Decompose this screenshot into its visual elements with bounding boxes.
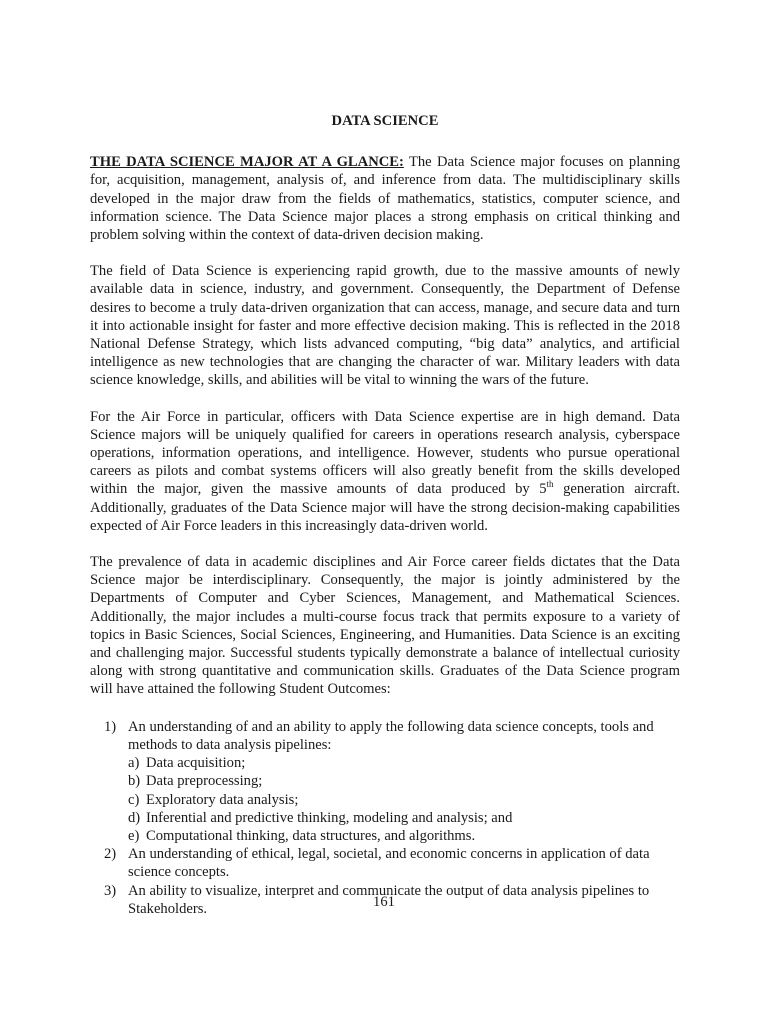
outcome-item — [104, 718, 680, 845]
outcome-number: 2) — [104, 846, 117, 863]
interdisciplinary-paragraph: The prevalence of data in academic disciplines and Air Force career fields dictates that the Data Science major be interdisciplinary. Consequently, the major is jointly administered by the Departments of Computer and Cyber Sciences, Management, and Mathematical Sciences. Additionally, the major includes a multi-course focus track that permits exposure to a variety of topics in Basic Sciences, Social Sciences, Engineering, and Humanities. Data Science is an exciting and challenging major. Successful students typically demonstrate a balance of intellectual curiosity along with strong quantitative and communication skills. Graduates of the Data Science program will have attained the following Student Outcomes: — [90, 554, 680, 698]
outcome-text: An understanding of ethical, legal, societal, and economic concerns in application of data science concepts. — [128, 846, 650, 881]
outcome-sublist — [128, 754, 680, 845]
page-content — [90, 112, 680, 918]
sub-item-letter: c) — [128, 791, 140, 808]
sub-item-text: Inferential and predictive thinking, modeling and analysis; and — [146, 809, 513, 826]
air-force-text-end: generation aircraft. Additionally, graduates of the Data Science major will have the strong decision-making capabilities expected of Air Force leaders in this increasingly data-driven world. — [90, 481, 680, 534]
intro-text: The Data Science major focuses on planning for, acquisition, management, analysis of, and inference from data. The multidisciplinary skills developed in the major draw from the fields of mathematics, statistics, computer science, and information science. The Data Science major places a strong emphasis on critical thinking and problem solving within the context of data-driven decision making. — [90, 154, 680, 244]
student-outcomes-list — [90, 718, 680, 918]
page-number: 161 — [373, 894, 395, 910]
sub-item — [128, 772, 680, 790]
outcome-text: An understanding of and an ability to apply the following data science concepts, tools and methods to data analysis pipelines: — [128, 718, 654, 753]
sub-item-letter: a) — [128, 755, 140, 772]
air-force-text-start: For the Air Force in particular, officers with Data Science expertise are in high demand. Data Science majors will be uniquely qualified for careers in operations research analysis, cyberspace operations, information operations, and intelligence. However, students who pursue operational careers as pilots and combat systems officers will also greatly benefit from the skills developed within the major, given the massive amounts of data produced by 5 — [90, 408, 680, 498]
outcome-number: 1) — [104, 718, 117, 735]
outcome-number: 3) — [104, 882, 117, 899]
outcome-text: An ability to visualize, interpret and communicate the output of data analysis pipelines to Stakeholders. — [128, 882, 650, 917]
growth-paragraph: The field of Data Science is experiencing rapid growth, due to the massive amounts of newly available data in science, industry, and government. Consequently, the Department of Defense desires to become a truly data-driven organization that can access, manage, and secure data and turn it into actionable insight for faster and more effective decision making. This is reflected in the 2018 National Defense Strategy, which lists advanced computing, “big data” analytics, and artificial intelligence as new technologies that are changing the character of war. Military leaders with data science knowledge, skills, and abilities will be vital to winning the wars of the future. — [90, 263, 680, 389]
page-title: DATA SCIENCE — [331, 113, 439, 129]
sub-item — [128, 754, 680, 772]
sub-item-text: Data preprocessing; — [146, 773, 263, 790]
air-force-paragraph — [90, 408, 680, 535]
ordinal-superscript: th — [546, 479, 554, 490]
sub-item-letter: d) — [128, 809, 141, 826]
sub-item — [128, 791, 680, 809]
sub-item-letter: e) — [128, 827, 140, 844]
sub-item-letter: b) — [128, 773, 141, 790]
sub-item-text: Data acquisition; — [146, 755, 246, 772]
intro-lead: THE DATA SCIENCE MAJOR AT A GLANCE: — [90, 154, 404, 171]
sub-item-text: Computational thinking, data structures, and algorithms. — [146, 827, 476, 844]
sub-item-text: Exploratory data analysis; — [146, 791, 299, 808]
outcome-item — [104, 845, 680, 881]
sub-item — [128, 809, 680, 827]
intro-paragraph — [90, 153, 680, 244]
sub-item — [128, 827, 680, 845]
